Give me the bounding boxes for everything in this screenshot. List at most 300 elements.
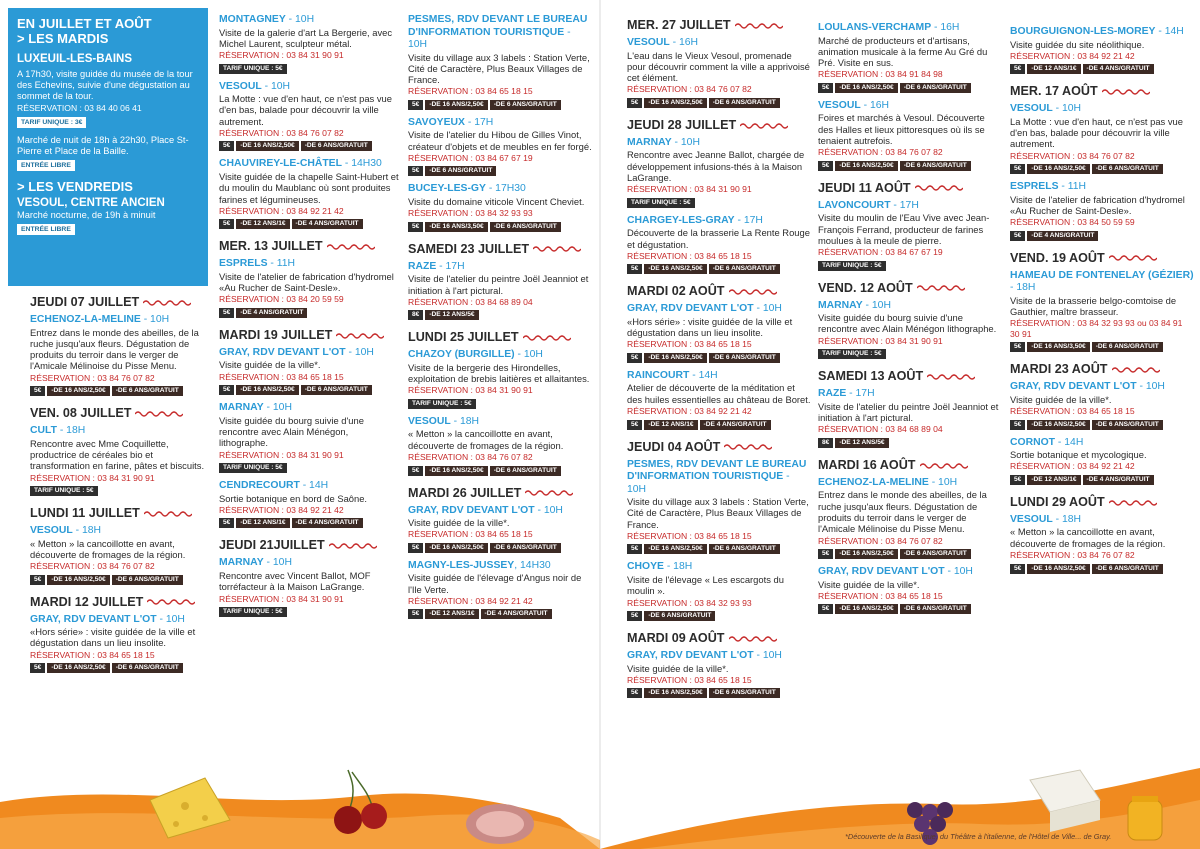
day-heading-text: MARDI 02 AOÛT [627, 284, 725, 299]
price-badge: -DE 6 ANS/GRATUIT [1092, 420, 1163, 430]
price-badge: -DE 16 ANS/2,50€ [644, 98, 706, 108]
event-location-name: LAVONCOURT [818, 199, 891, 211]
event-reservation: RÉSERVATION : 03 84 92 21 42 [408, 595, 533, 606]
day-heading [818, 458, 1002, 473]
event-description: Marché de producteurs et d'artisans, animation musicale à la ferme Au Gré du Pré. Visite en sus. [818, 34, 988, 69]
price-badge: -DE 12 ANS/1€ [425, 609, 478, 619]
event-location [219, 402, 399, 415]
event-location [408, 14, 592, 52]
day-heading-text: JEUDI 07 JUILLET [30, 295, 140, 309]
price-badge: -DE 12 ANS/1€ [1027, 64, 1080, 74]
price-badge: -DE 6 ANS/GRATUIT [709, 264, 780, 274]
event-entry [408, 261, 592, 321]
event-description: Visite guidée de la ville*. [818, 578, 920, 590]
event-time: - 11H [267, 258, 296, 270]
day-heading [219, 239, 399, 254]
event-description: Visite de l'atelier du peintre Joël Jeanniot et initiation à l'art pictural. [408, 273, 589, 296]
price-badge: -DE 6 ANS/GRATUIT [900, 83, 971, 93]
event-location-name: CENDRECOURT [219, 480, 300, 492]
event-location [627, 561, 811, 574]
event-entry [408, 416, 592, 476]
column-3 [408, 14, 592, 626]
price-badge: -DE 4 ANS/GRATUIT [700, 420, 771, 430]
event-entry [1010, 381, 1194, 429]
event-description: Visite guidée de la ville*. [1010, 393, 1112, 405]
wave-decoration [336, 332, 384, 340]
event-location [1010, 26, 1194, 39]
event-location [30, 614, 210, 627]
event-reservation: RÉSERVATION : 03 84 65 18 15 [408, 86, 533, 97]
event-description: Rencontre avec Vincent Ballot, MOF torréfacteur à la Maison LaGrange. [219, 569, 371, 593]
event-location [818, 566, 1002, 579]
event-description: Sortie botanique et mycologique. [1010, 449, 1147, 461]
event-time: - 14H [1155, 26, 1184, 37]
event-reservation: RÉSERVATION : 03 84 67 67 19 [408, 152, 533, 163]
event-time: - 10H [862, 299, 891, 311]
price-badge: -DE 6 ANS/GRATUIT [900, 161, 971, 171]
day-heading-text: MARDI 26 JUILLET [408, 485, 522, 500]
price-badges [219, 463, 399, 473]
price-badge: -DE 4 ANS/GRATUIT [236, 308, 307, 318]
price-badges [627, 198, 811, 208]
wave-decoration [917, 284, 965, 292]
event-reservation: RÉSERVATION : 03 84 92 21 42 [1010, 461, 1135, 472]
event-time: - 16H [860, 99, 890, 111]
event-entry [818, 100, 1002, 171]
day-heading [408, 330, 592, 345]
event-location-name: PESMES, RDV DEVANT LE BUREAU D'INFORMATION TOURISTIQUE [408, 14, 588, 38]
event-location [627, 37, 811, 50]
event-description: Visite guidée de la ville*. [627, 662, 729, 674]
event-reservation: RÉSERVATION : 03 84 31 90 91 [219, 50, 344, 61]
summer-info-box [8, 8, 208, 286]
event-time: - 17H30 [485, 183, 526, 195]
event-entry [1010, 437, 1194, 485]
price-badge: 5€ [408, 222, 423, 232]
event-location-name: ECHENOZ-LA-MELINE [818, 476, 929, 488]
event-description: Visite de la galerie d'art La Bergerie, avec Michel Laurent, sculpteur métal. [219, 26, 393, 49]
day-heading [818, 281, 1002, 296]
price-badges [627, 420, 811, 430]
event-reservation: RÉSERVATION : 03 84 31 90 91 [30, 472, 155, 483]
price-badges [627, 688, 811, 698]
event-reservation: RÉSERVATION : 03 84 76 07 82 [627, 84, 752, 95]
price-badge: 5€ [627, 353, 642, 363]
day-heading [627, 18, 811, 33]
event-location [1010, 381, 1194, 394]
price-badge: -DE 4 ANS/GRATUIT [292, 219, 363, 229]
box-location-luxeuil: LUXEUIL-LES-BAINS [17, 53, 132, 65]
event-reservation: RÉSERVATION : 03 84 65 18 15 [30, 649, 155, 660]
box-badge-free: ENTRÉE LIBRE [17, 160, 75, 171]
price-badges [818, 349, 1002, 359]
event-description: Visite de la bergerie des Hirondelles, exploitation de brebis laitières et allaitantes. [408, 361, 590, 385]
price-badge: TARIF UNIQUE : 5€ [818, 261, 886, 271]
event-location-name: RAZE [408, 260, 437, 272]
event-entry [1010, 270, 1194, 353]
event-time: - 16H [669, 37, 699, 48]
price-badge: -DE 16 ANS/2,50€ [425, 466, 487, 476]
event-location [408, 560, 592, 573]
wave-decoration [1109, 499, 1157, 507]
event-description: Visite guidée de la chapelle Saint-Hubert et du moulin du Maublanc où sont produites farines et légumineuses. [219, 170, 399, 205]
event-location [627, 303, 811, 316]
event-description: Entrez dans le monde des abeilles, de la ruche jusqu'aux fleurs. Dégustation de produits du terroir dans le verger de l'Amicale Mélinoise du Pisse Menu. [818, 489, 987, 535]
event-time: - 14H [1055, 436, 1084, 448]
price-badge: -DE 16 ANS/2,50€ [644, 353, 706, 363]
event-reservation: RÉSERVATION : 03 84 31 90 91 [408, 385, 533, 396]
event-time: - 10H [753, 650, 782, 662]
event-location [30, 314, 210, 327]
event-location [627, 459, 811, 497]
event-description: Découverte de la brasserie La Rente Rouge et dégustation. [627, 227, 810, 250]
event-time: - 17H [890, 199, 919, 211]
event-description: Visite de l'atelier du Hibou de Gilles Vinot, créateur d'objets et de meubles en fer forgé. [408, 129, 592, 152]
price-badges [30, 386, 210, 396]
wave-decoration [1109, 254, 1157, 262]
price-badges [219, 385, 399, 395]
day-heading [1010, 251, 1194, 266]
day-heading [219, 538, 399, 553]
event-time: - 17H [846, 388, 875, 400]
event-time: - 14H [689, 369, 718, 381]
price-badges [408, 399, 592, 409]
event-location [627, 650, 811, 663]
price-badge: TARIF UNIQUE : 5€ [219, 463, 287, 473]
day-heading [1010, 362, 1194, 377]
event-description: « Metton » la cancoillotte en avant, découverte de fromages de la région. [408, 428, 564, 451]
price-badge: -DE 16 ANS/3,50€ [1027, 342, 1089, 352]
event-time: - 10H [345, 346, 374, 358]
event-location [30, 425, 210, 438]
event-location [408, 261, 592, 274]
day-heading-text: MARDI 16 AOÛT [818, 457, 916, 472]
event-entry [627, 215, 811, 275]
day-heading-text: MER. 13 JUILLET [219, 239, 323, 254]
price-badge: 5€ [818, 549, 833, 559]
event-time: - 17H [734, 214, 763, 226]
event-reservation: RÉSERVATION : 03 84 92 21 42 [219, 504, 344, 515]
wave-decoration [147, 598, 195, 606]
event-location-name: VESOUL [818, 99, 861, 111]
event-reservation: RÉSERVATION : 03 84 50 59 59 [1010, 217, 1135, 228]
event-location-name: RAINCOURT [627, 369, 690, 381]
price-badge: -DE 6 ANS/GRATUIT [709, 353, 780, 363]
price-badge: 5€ [408, 100, 423, 110]
event-entry [219, 480, 399, 528]
day-heading-text: LUNDI 11 JUILLET [30, 506, 140, 521]
wave-decoration [1112, 366, 1160, 374]
price-badges [1010, 564, 1194, 574]
event-reservation: RÉSERVATION : 03 84 76 07 82 [219, 127, 344, 138]
event-entry [408, 117, 592, 177]
event-time: - 10H [408, 26, 571, 50]
day-heading [818, 181, 1002, 196]
event-reservation: RÉSERVATION : 03 84 76 07 82 [818, 147, 943, 158]
event-time: - 10H [753, 303, 782, 315]
event-location [219, 480, 399, 493]
price-badges [408, 222, 592, 232]
price-badge: -DE 6 ANS/GRATUIT [1092, 164, 1163, 174]
wave-decoration [135, 410, 183, 418]
day-heading [30, 406, 210, 421]
price-badge: -DE 6 ANS/GRATUIT [301, 385, 372, 395]
price-badge: 8€ [818, 438, 833, 448]
event-description: Rencontre avec Jeanne Ballot, chargée de développement infusions-thés à la Maison LaGrange. [627, 149, 805, 183]
event-location-name: CHAZOY (BURGILLE) [408, 349, 515, 361]
price-badges [818, 83, 1002, 93]
event-description: Visite guidée de la ville*. [219, 359, 321, 371]
price-badge: 5€ [219, 141, 234, 151]
price-badge: -DE 6 ANS/GRATUIT [112, 575, 183, 585]
wave-decoration [144, 510, 192, 518]
event-reservation: RÉSERVATION : 03 84 76 07 82 [30, 561, 155, 572]
event-location-name: MONTAGNEY [219, 14, 286, 25]
event-entry [627, 561, 811, 621]
event-description: Visite guidée du bourg suivie d'une rencontre avec Alain Ménégon lithographe. [818, 312, 997, 335]
price-badge: TARIF UNIQUE : 5€ [818, 349, 886, 359]
price-badge: -DE 12 ANS/1€ [644, 420, 697, 430]
event-location-name: BOURGUIGNON-LES-MOREY [1010, 26, 1156, 37]
price-badges [408, 543, 592, 553]
day-heading [627, 440, 811, 455]
price-badge: 5€ [219, 385, 234, 395]
event-location-name: RAZE [818, 388, 847, 400]
column-6 [1010, 26, 1194, 581]
day-heading-text: VEN. 08 JUILLET [30, 406, 132, 421]
event-location-name: BUCEY-LES-GY [408, 183, 486, 195]
price-badge: 5€ [408, 543, 423, 553]
event-description: La Motte : vue d'en haut, ce n'est pas vue d'en bas, balade pour découvrir la ville autrement. [219, 93, 392, 127]
event-time: - 14H30 [341, 158, 382, 170]
price-badges [1010, 475, 1194, 485]
event-location-name: CORNOT [1010, 436, 1056, 448]
event-time: - 14H [299, 480, 329, 492]
event-reservation: RÉSERVATION : 03 84 68 89 04 [408, 296, 533, 307]
event-location-name: GRAY, RDV DEVANT L'OT [818, 566, 945, 578]
event-reservation: RÉSERVATION : 03 84 76 07 82 [408, 452, 533, 463]
event-description: Visite du domaine viticole Vincent Cheviet. [408, 195, 585, 207]
event-location-name: LOULANS-VERCHAMP [818, 22, 932, 33]
event-entry [818, 200, 1002, 271]
price-badge: 5€ [627, 420, 642, 430]
price-badge: -DE 12 ANS/1€ [236, 518, 289, 528]
event-location [219, 81, 399, 94]
event-location [818, 477, 1002, 490]
event-location [30, 525, 210, 538]
price-badge: 5€ [818, 604, 833, 614]
event-time: - 10H [944, 566, 973, 578]
event-description: Visite de l'atelier de fabrication d'hydromel «Au Rucher de Saint-Desle». [1010, 193, 1185, 216]
event-reservation: RÉSERVATION : 03 84 65 18 15 [818, 590, 943, 601]
price-badges [627, 98, 811, 108]
price-badge: 5€ [30, 663, 45, 673]
price-badge: -DE 4 ANS/GRATUIT [481, 609, 552, 619]
event-entry [30, 614, 210, 674]
event-entry [30, 314, 210, 396]
event-entry [408, 349, 592, 409]
price-badge: -DE 4 ANS/GRATUIT [1083, 64, 1154, 74]
price-badges [408, 166, 592, 176]
event-time: - 18H [1052, 513, 1082, 525]
day-heading-text: VEND. 19 AOÛT [1010, 250, 1105, 265]
event-entry [219, 258, 399, 318]
price-badge: 5€ [818, 161, 833, 171]
day-heading-text: MER. 27 JUILLET [627, 18, 731, 32]
price-badge: 5€ [1010, 564, 1025, 574]
day-heading-text: MARDI 12 JUILLET [30, 594, 144, 609]
price-badge: -DE 12 ANS/5€ [425, 310, 478, 320]
event-location [1010, 181, 1194, 194]
event-time: - 18H [56, 425, 86, 437]
event-location-name: GRAY, RDV DEVANT L'OT [627, 650, 754, 662]
event-description: «Hors série» : visite guidée de la ville et dégustation dans un lieu insolite. [627, 315, 793, 339]
event-reservation: RÉSERVATION : 03 84 92 21 42 [1010, 50, 1135, 61]
event-location [818, 200, 1002, 213]
event-location [1010, 103, 1194, 116]
price-badge: -DE 12 ANS/5€ [835, 438, 888, 448]
event-description: La Motte : vue d'en haut, ce n'est pas vue d'en bas, balade pour découvrir la ville autrement. [1010, 115, 1183, 150]
day-heading-text: MARDI 09 AOÛT [627, 631, 725, 646]
event-entry [1010, 514, 1194, 574]
event-location-name: HAMEAU DE FONTENELAY (GÉZIER) [1010, 269, 1194, 281]
event-time: - 16H [931, 22, 960, 33]
event-reservation: RÉSERVATION : 03 84 91 84 98 [818, 69, 943, 80]
event-location-name: GRAY, RDV DEVANT L'OT [627, 303, 754, 315]
price-badge: 5€ [818, 83, 833, 93]
price-badge: 5€ [408, 166, 423, 176]
price-badges [818, 161, 1002, 171]
event-location-name: MARNAY [219, 557, 264, 569]
event-reservation: RÉSERVATION : 03 84 65 18 15 [408, 529, 533, 540]
wave-decoration [329, 542, 377, 550]
event-description: « Metton » la cancoillotte en avant, découverte de fromages de la région. [1010, 526, 1166, 549]
price-badges [30, 575, 210, 585]
event-location [627, 137, 811, 150]
event-entry [1010, 181, 1194, 241]
event-description: Visite du village aux 3 labels : Station Verte, Cité de Caractère, Plus Beaux Villages de France. [408, 51, 590, 86]
event-location [219, 258, 399, 271]
price-badges [219, 141, 399, 151]
event-entry [818, 300, 1002, 360]
event-description: Visite de l'élevage « Les escargots du moulin ». [627, 573, 784, 597]
event-location [1010, 514, 1194, 527]
wave-decoration [1102, 88, 1150, 96]
event-entry [627, 37, 811, 108]
event-location-name: GRAY, RDV DEVANT L'OT [408, 504, 535, 516]
event-location-name: VESOUL [1010, 513, 1053, 525]
price-badge: -DE 16 ANS/2,50€ [47, 386, 109, 396]
event-reservation: RÉSERVATION : 03 84 68 89 04 [818, 424, 943, 435]
price-badge: 8€ [408, 310, 423, 320]
event-location-name: CHAUVIREY-LE-CHÂTEL [219, 158, 342, 170]
price-badge: -DE 4 ANS/GRATUIT [292, 518, 363, 528]
event-time: - 10H [140, 314, 170, 325]
price-badge: -DE 6 ANS/GRATUIT [709, 688, 780, 698]
price-badge: TARIF UNIQUE : 5€ [30, 486, 98, 496]
event-location-name: ESPRELS [219, 258, 268, 270]
event-location-name: MARNAY [818, 299, 863, 311]
price-badge: -DE 6 ANS/GRATUIT [644, 611, 715, 621]
event-entry [818, 388, 1002, 448]
event-location-name: CHOYE [627, 561, 664, 573]
footnote: *Découverte de la Basilique, du Théâtre à l'italienne, de l'Hôtel de Ville... de Gray. [845, 832, 1112, 841]
day-heading-text: JEUDI 21JUILLET [219, 538, 325, 553]
price-badges [30, 663, 210, 673]
page-fold [599, 0, 601, 849]
event-entry [408, 183, 592, 231]
price-badge: -DE 6 ANS/GRATUIT [490, 466, 561, 476]
event-time: - 10H [156, 613, 185, 625]
wave-decoration [915, 184, 963, 192]
event-reservation: RÉSERVATION : 03 84 65 18 15 [1010, 406, 1135, 417]
event-reservation: RÉSERVATION : 03 84 65 18 15 [627, 250, 752, 261]
price-badges [408, 100, 592, 110]
event-reservation: RÉSERVATION : 03 84 67 67 19 [818, 247, 943, 258]
event-entry [30, 525, 210, 585]
price-badges [219, 607, 399, 617]
price-badge: 5€ [219, 219, 234, 229]
event-location [408, 505, 592, 518]
event-description: Rencontre avec Mme Coquillette, productrice de céréales bio et transformation en farine, pâtes et biscuits. [30, 437, 205, 472]
event-reservation: RÉSERVATION : 03 84 65 18 15 [219, 371, 344, 382]
day-heading [818, 369, 1002, 384]
price-badge: -DE 16 ANS/2,50€ [644, 544, 706, 554]
price-badge: -DE 6 ANS/GRATUIT [709, 98, 780, 108]
price-badges [1010, 231, 1194, 241]
box-title: EN JUILLET ET AOÛT [17, 16, 152, 31]
day-heading [30, 595, 210, 610]
event-location [219, 557, 399, 570]
day-heading-text: JEUDI 11 AOÛT [818, 180, 911, 195]
price-badge: -DE 16 ANS/2,50€ [835, 83, 897, 93]
event-location [408, 117, 592, 130]
event-entry [1010, 26, 1194, 74]
price-badge: -DE 6 ANS/GRATUIT [425, 166, 496, 176]
event-location [818, 388, 1002, 401]
price-badge: 5€ [627, 98, 642, 108]
box-badge-free-2: ENTRÉE LIBRE [17, 224, 75, 235]
wave-decoration [927, 373, 975, 381]
price-badges [627, 264, 811, 274]
price-badge: 5€ [219, 518, 234, 528]
wave-decoration [724, 443, 772, 451]
wave-decoration [740, 122, 788, 130]
event-description: Entrez dans le monde des abeilles, de la ruche jusqu'aux fleurs. Dégustation de produits du terroir dans le verger de l'Amicale Mélinoise du Pisse Menu. [30, 326, 199, 372]
price-badge: -DE 6 ANS/GRATUIT [1092, 342, 1163, 352]
wave-decoration [729, 635, 777, 643]
price-badges [627, 544, 811, 554]
event-location-name: MARNAY [219, 402, 264, 414]
day-heading-text: JEUDI 28 JUILLET [627, 117, 737, 132]
day-heading-text: VEND. 12 AOÛT [818, 280, 913, 295]
price-badges [30, 486, 210, 496]
price-badge: -DE 6 ANS/GRATUIT [112, 386, 183, 396]
price-badges [627, 611, 811, 621]
event-reservation: RÉSERVATION : 03 84 92 21 42 [627, 406, 752, 417]
price-badge: -DE 16 ANS/3,50€ [425, 222, 487, 232]
price-badge: -DE 16 ANS/2,50€ [835, 161, 897, 171]
box-text-vesoul: Marché nocturne, de 19h à minuit [17, 210, 156, 221]
price-badge: 5€ [627, 264, 642, 274]
event-location [219, 14, 399, 27]
event-location-name: PESMES, RDV DEVANT LE BUREAU D'INFORMATION TOURISTIQUE [627, 458, 807, 483]
event-time: - 10H [928, 476, 958, 488]
price-badge: 5€ [219, 308, 234, 318]
event-description: Visite guidée de la ville*. [408, 517, 510, 529]
price-badge: -DE 16 ANS/2,50€ [644, 688, 706, 698]
event-reservation: RÉSERVATION : 03 84 76 07 82 [818, 535, 943, 546]
